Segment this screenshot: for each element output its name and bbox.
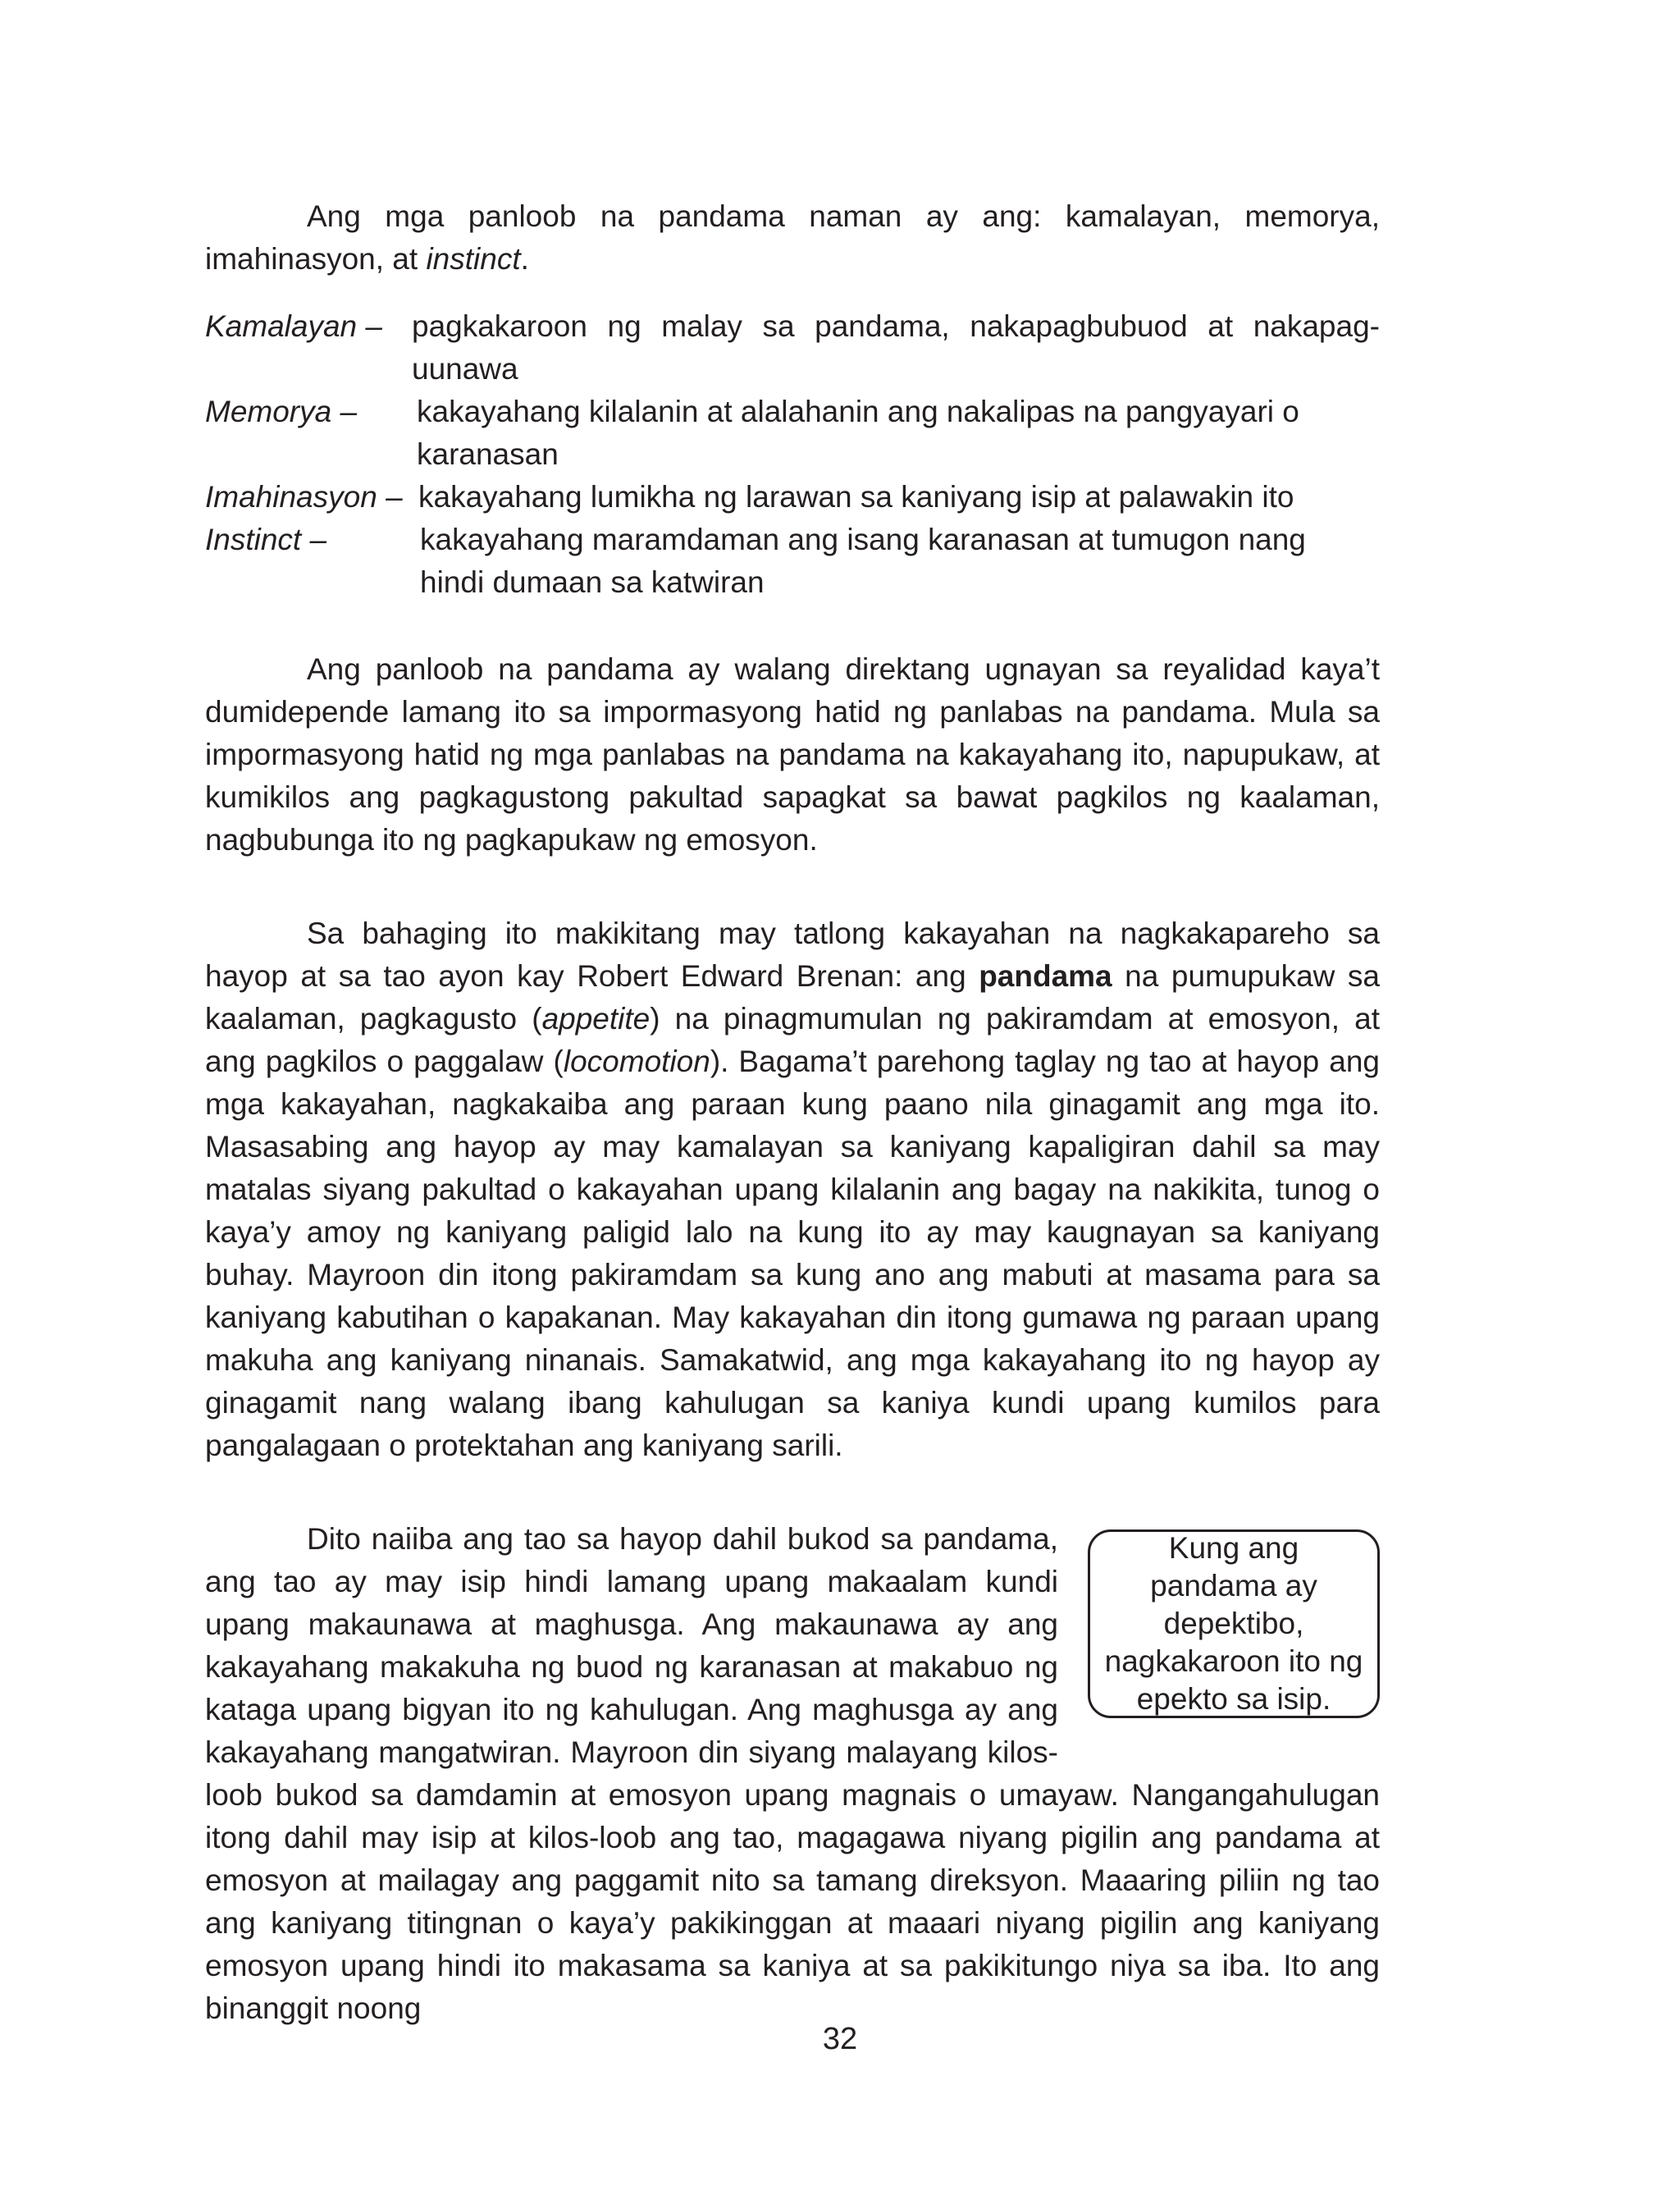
paragraph-brenan: [205, 912, 1380, 1467]
para3-text-d: ). Bagama’t parehong taglay ng tao at hayop ang mga kakayahan, nagkakaiba ang paraan kung paano nila ginagamit ang mga ito. Masasabing ang hayop ay may kamalayan sa kaniyang kapaligiran dahil sa may matalas siyang pakultad o kakayahan upang kilalanin ang bagay na nakikita, tunog o kaya’y amoy ng kaniyang paligid lalo na kung ito ay may kaugnayan sa kaniyang buhay. Mayroon din itong pakiramdam sa kung ano ang mabuti at masama para sa kaniyang kabutihan o kapakanan. May kakayahan din itong gumawa ng paraan upang makuha ang kaniyang ninanais. Samakatwid, ang mga kakayahang ito ng hayop ay ginagamit nang walang ibang kahulugan sa kaniya kundi upang kumilos para pangalagaan o protektahan ang kaniyang sarili.: [205, 1045, 1380, 1462]
definition-text-cont: hindi dumaan sa katwiran: [420, 565, 765, 599]
intro-text: Ang mga panloob na pandama naman ay ang: kamalayan, memorya, imahinasyon, at: [205, 199, 1380, 276]
definition-memorya: [205, 391, 1380, 476]
definition-kamalayan: [205, 305, 1380, 391]
page-number: 32: [822, 2022, 858, 2056]
para3-italic-appetite: appetite: [541, 1002, 651, 1036]
definition-list: [205, 305, 1380, 604]
definition-term: Kamalayan –: [205, 309, 391, 343]
definition-imahinasyon: [205, 476, 1380, 519]
definition-text: kakayahang maramdaman ang isang karanasan at tumugon nang: [420, 523, 1306, 556]
definition-text: kakayahang kilalanin at alalahanin ang nakalipas na pangyayari o: [417, 395, 1299, 428]
intro-paragraph: [205, 195, 1380, 281]
para3-bold: pandama: [979, 959, 1112, 993]
para3-text-c: ) na pinagmumulan ng pakiramdam at emosyon, at ang pagkilos o paggalaw (: [205, 1002, 1380, 1078]
para3-text-b: na pumupukaw sa kaalaman, pagkagusto (: [205, 959, 1380, 1036]
definition-term: Memorya –: [205, 395, 358, 428]
definition-instinct: [205, 519, 1380, 604]
definition-text: pagkakaroon ng malay sa pandama, nakapagbubuod at nakapag-: [412, 309, 1380, 343]
definition-term: Instinct –: [205, 523, 327, 556]
definition-text-cont: karanasan: [417, 437, 559, 471]
para4-text: Dito naiiba ang tao sa hayop dahil bukod sa pandama, ang tao ay may isip hindi lamang upang makaalam kundi upang makaunawa at maghusga. Ang makaunawa ay ang kakayahang makakuha ng buod ng karanasan at makabuo ng kataga upang bigyan ito ng kahulugan. Ang maghusga ay ang kakayahang mangatwiran. Mayroon din siyang malayang kilos-loob bukod sa damdamin at emosyon upang magnais o umayaw. Nangangahulugan itong dahil may isip at kilos-loob ang tao, magagawa niyang pigilin ang pandama at emosyon at mailagay ang paggamit nito sa tamang direksyon. Maaaring piliin ng tao ang kaniyang titingnan o kaya’y pakikinggan at maaari niyang pigilin ang kaniyang emosyon upang hindi ito makasama sa kaniya at sa pakikitungo niya sa iba. Ito ang binanggit noong: [205, 1522, 1380, 2025]
definition-term: Imahinasyon –: [205, 480, 411, 514]
definition-text: kakayahang lumikha ng larawan sa kaniyang isip at palawakin ito: [418, 480, 1294, 514]
intro-italic: instinct: [426, 242, 521, 276]
definition-text-cont: uunawa: [412, 352, 518, 386]
para3-text-a: Sa bahaging ito makikitang may tatlong kakayahan na nagkakapareho sa hayop at sa tao ayon kay Robert Edward Brenan: ang: [205, 917, 1380, 993]
paragraph-tao: [205, 1518, 1380, 2030]
intro-end: .: [520, 242, 529, 276]
callout-box: Kung ang pandama ay depektibo, nagkakaroon ito ng epekto sa isip.: [1088, 1529, 1380, 1718]
paragraph-panloob: Ang panloob na pandama ay walang direktang ugnayan sa reyalidad kaya’t dumidepende lamang ito sa impormasyong hatid ng panlabas na pandama. Mula sa impormasyong hatid ng mga panlabas na pandama na kakayahang ito, napupukaw, at kumikilos ang pagkagustong pakultad sapagkat sa bawat pagkilos ng kaalaman, nagbubunga ito ng pagkapukaw ng emosyon.: [205, 652, 1380, 857]
para3-italic-locomotion: locomotion: [563, 1045, 710, 1078]
